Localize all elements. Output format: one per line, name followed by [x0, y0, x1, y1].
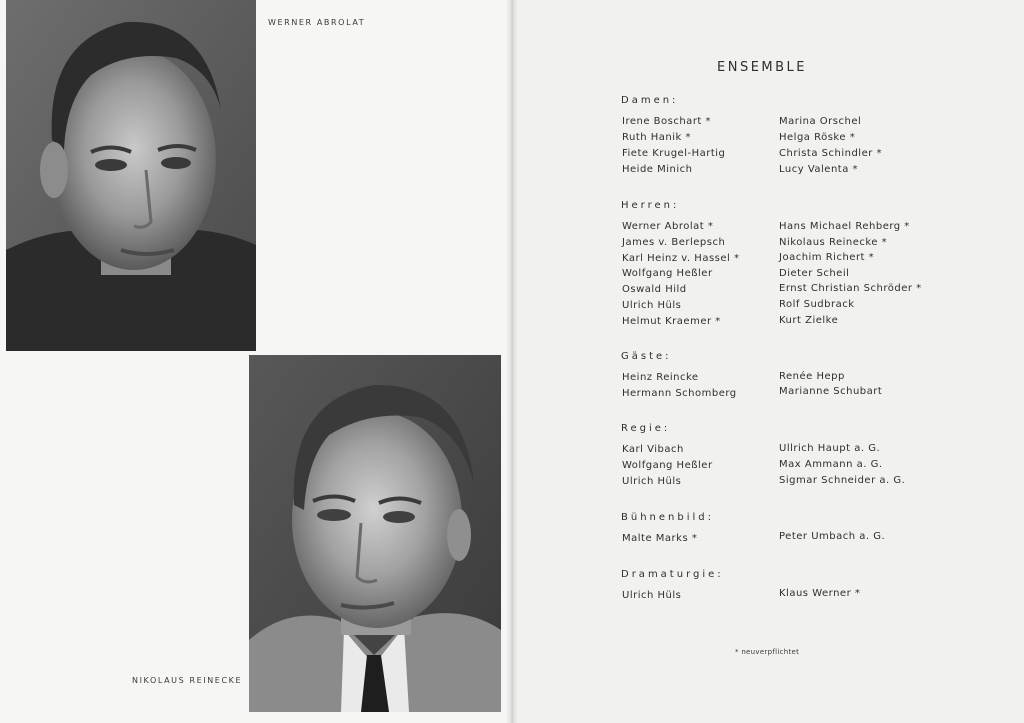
- cast-name: Klaus Werner *: [779, 588, 861, 599]
- cast-name: James v. Berlepsch: [622, 237, 726, 248]
- portrait-image: [6, 0, 256, 351]
- cast-name: Werner Abrolat *: [622, 221, 714, 232]
- cast-name: Ernst Christian Schröder *: [779, 283, 922, 294]
- cast-name: Rolf Sudbrack: [779, 299, 855, 310]
- cast-name: Christa Schindler *: [779, 148, 883, 159]
- cast-name: Marianne Schubart: [779, 386, 883, 397]
- right-page: [512, 0, 1024, 723]
- section-heading-herren: Herren:: [621, 200, 680, 211]
- cast-name: Heide Minich: [622, 164, 693, 175]
- cast-name: Ulrich Hüls: [622, 476, 682, 487]
- cast-name: Dieter Scheil: [779, 268, 850, 279]
- cast-name: Hans Michael Rehberg *: [779, 221, 910, 232]
- portrait-photo-werner-abrolat: [6, 0, 256, 351]
- cast-name: Ulrich Hüls: [622, 300, 682, 311]
- cast-name: Karl Heinz v. Hassel *: [622, 253, 740, 264]
- cast-name: Hermann Schomberg: [622, 388, 737, 399]
- cast-name: Wolfgang Heßler: [622, 460, 713, 471]
- cast-name: Ullrich Haupt a. G.: [779, 443, 881, 454]
- cast-name: Wolfgang Heßler: [622, 268, 713, 279]
- page-gutter: [506, 0, 518, 723]
- cast-name: Ruth Hanik *: [622, 132, 692, 143]
- cast-name: Max Ammann a. G.: [779, 459, 883, 470]
- cast-name: Kurt Zielke: [779, 315, 839, 326]
- footnote: * neuverpflichtet: [735, 648, 800, 656]
- portrait-photo-nikolaus-reinecke: [249, 355, 501, 712]
- page-title: ENSEMBLE: [717, 60, 807, 75]
- section-heading-regie: Regie:: [621, 423, 671, 434]
- caption-werner-abrolat: WERNER ABROLAT: [268, 18, 366, 27]
- caption-nikolaus-reinecke: NIKOLAUS REINECKE: [132, 676, 243, 685]
- cast-name: Nikolaus Reinecke *: [779, 237, 888, 248]
- cast-name: Karl Vibach: [622, 444, 684, 455]
- cast-name: Malte Marks *: [622, 533, 698, 544]
- cast-name: Irene Boschart *: [622, 116, 712, 127]
- section-heading-dramaturgie: Dramaturgie:: [621, 569, 724, 580]
- section-heading-damen: Damen:: [621, 95, 679, 106]
- cast-name: Lucy Valenta *: [779, 164, 859, 175]
- section-heading-buehnenbild: Bühnenbild:: [621, 512, 714, 523]
- cast-name: Fiete Krugel-Hartig: [622, 148, 726, 159]
- portrait-image: [249, 355, 501, 712]
- cast-name: Joachim Richert *: [779, 252, 875, 263]
- cast-name: Renée Hepp: [779, 371, 845, 382]
- cast-name: Sigmar Schneider a. G.: [779, 475, 906, 486]
- cast-name: Helmut Kraemer *: [622, 316, 721, 327]
- section-heading-gaeste: Gäste:: [621, 351, 672, 362]
- cast-name: Peter Umbach a. G.: [779, 531, 886, 542]
- cast-name: Oswald Hild: [622, 284, 687, 295]
- cast-name: Heinz Reincke: [622, 372, 699, 383]
- cast-name: Ulrich Hüls: [622, 590, 682, 601]
- cast-name: Helga Röske *: [779, 132, 856, 143]
- cast-name: Marina Orschel: [779, 116, 862, 127]
